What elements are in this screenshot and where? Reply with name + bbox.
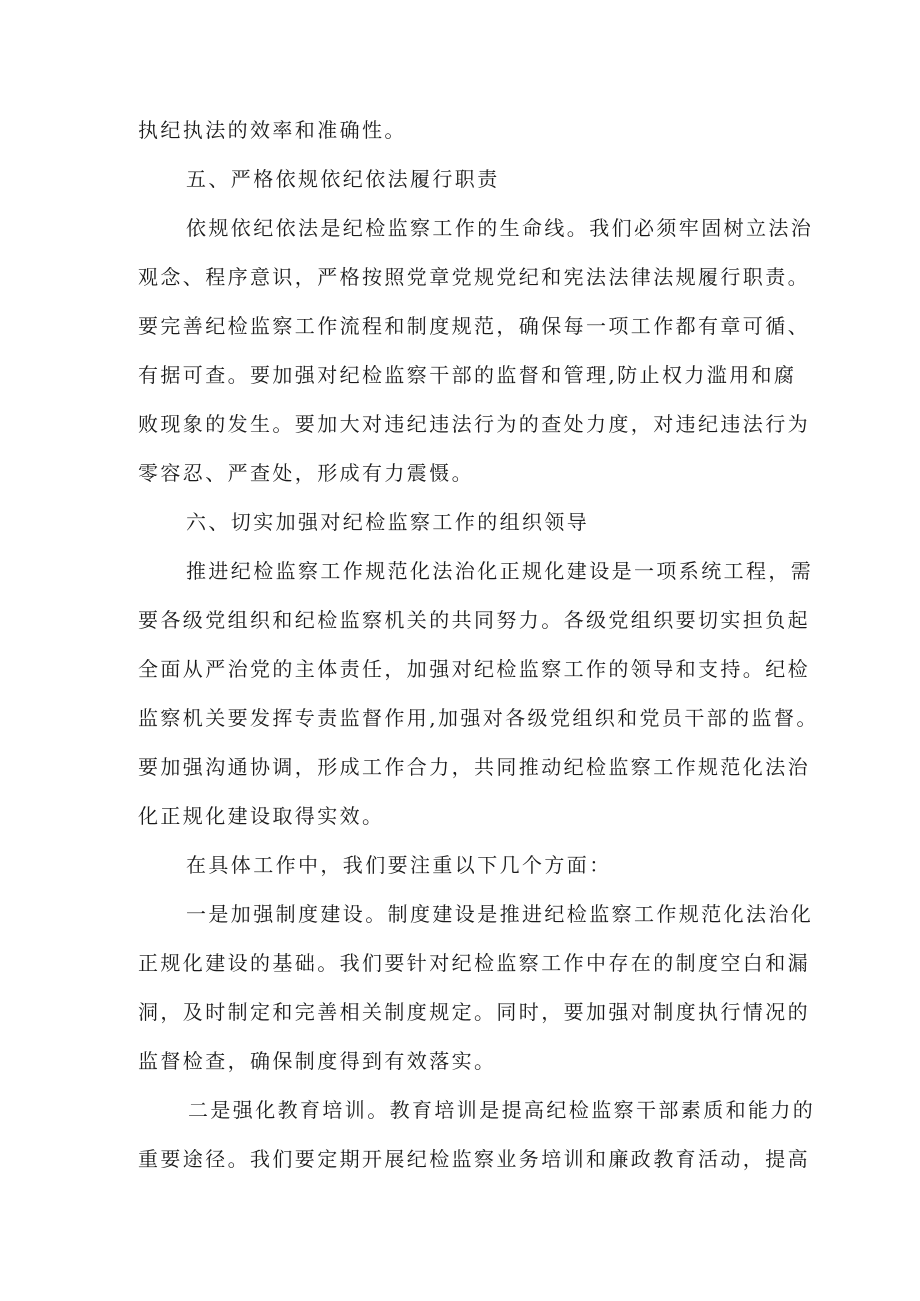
paragraph-line: 全面从严治党的主体责任，加强对纪检监察工作的领导和支持。纪检	[138, 657, 810, 681]
section-heading-six: 六、切实加强对纪检监察工作的组织领导	[186, 510, 590, 534]
paragraph-line: 监督检查，确保制度得到有效落实。	[138, 1049, 497, 1073]
paragraph-line: 推进纪检监察工作规范化法治化正规化建设是一项系统工程，需	[186, 559, 814, 583]
paragraph-line: 一是加强制度建设。制度建设是推进纪检监察工作规范化法治化	[186, 902, 814, 926]
paragraph-line: 二是强化教育培训。教育培训是提高纪检监察干部素质和能力的	[188, 1098, 816, 1122]
paragraph-line: 化正规化建设取得实效。	[138, 804, 385, 828]
paragraph-line: 监察机关要发挥专责监督作用,加强对各级党组织和党员干部的监督。	[138, 706, 819, 730]
paragraph-line: 依规依纪依法是纪检监察工作的生命线。我们必须牢固树立法治	[186, 216, 814, 240]
paragraph-line: 观念、程序意识，严格按照党章党规党纪和宪法法律法规履行职责。	[138, 265, 810, 289]
paragraph-line: 洞，及时制定和完善相关制度规定。同时，要加强对制度执行情况的	[138, 1000, 810, 1024]
section-heading-five: 五、严格依规依纪依法履行职责	[186, 167, 500, 191]
paragraph-line: 要完善纪检监察工作流程和制度规范，确保每一项工作都有章可循、	[138, 314, 810, 338]
document-body	[138, 111, 819, 1189]
paragraph-line: 要加强沟通协调，形成工作合力，共同推动纪检监察工作规范化法治	[138, 755, 810, 779]
paragraph-line: 在具体工作中，我们要注重以下几个方面：	[186, 853, 612, 877]
paragraph-line: 要各级党组织和纪检监察机关的共同努力。各级党组织要切实担负起	[138, 608, 810, 632]
paragraph-line: 零容忍、严查处，形成有力震慑。	[138, 461, 474, 485]
paragraph-line: 有据可查。要加强对纪检监察干部的监督和管理,防止权力滥用和腐	[138, 363, 797, 387]
paragraph-line: 执纪执法的效率和准确性。	[138, 118, 407, 142]
paragraph-line: 正规化建设的基础。我们要针对纪检监察工作中存在的制度空白和漏	[138, 951, 810, 975]
paragraph-line: 败现象的发生。要加大对违纪违法行为的查处力度，对违纪违法行为	[138, 412, 810, 436]
paragraph-line: 重要途径。我们要定期开展纪检监察业务培训和廉政教育活动，提高	[138, 1147, 810, 1171]
